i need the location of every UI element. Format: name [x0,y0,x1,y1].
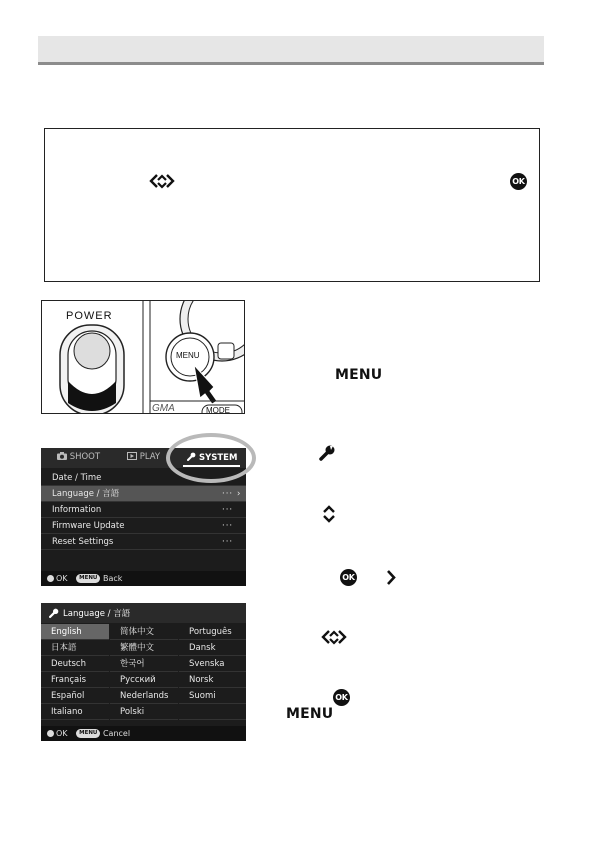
ok-button-icon: OK [510,173,527,190]
language-option[interactable]: 日本語 [41,640,109,656]
four-way-arrows-icon [320,629,348,645]
brand-fragment-label: GMA [152,403,175,414]
footer-back-label: Back [102,574,123,583]
menu-item-value: ··· [222,489,234,499]
language-option[interactable]: Nederlands [110,688,178,704]
camera-icon [57,452,67,460]
language-option[interactable]: Polski [110,704,178,720]
language-title-bar [41,603,246,623]
menu-pill-icon: MENU [76,574,100,583]
tab-system-label: SYSTEM [198,453,238,463]
menu-button-glyph: MENU [335,367,383,383]
menu-item-value: ··· [222,537,234,547]
language-option[interactable]: Norsk [179,672,246,688]
menu-item-label: Language / 言語 [52,489,120,499]
chevron-right-icon: › [237,489,241,499]
ok-button-icon: OK [340,569,357,586]
menu-item-information[interactable] [41,502,246,518]
language-option[interactable]: Français [41,672,109,688]
tab-play[interactable] [127,452,160,462]
four-way-arrows-icon [148,173,176,189]
ok-button-icon: OK [333,689,350,706]
wrench-icon [318,444,336,462]
language-option[interactable]: English [41,624,109,640]
language-option[interactable]: Suomi [179,688,246,704]
ok-dot-icon [47,730,54,737]
language-option[interactable]: 简体中文 [110,624,178,640]
tab-play-label: PLAY [139,452,161,462]
menu-item-value: ··· [222,505,234,515]
language-option[interactable]: Deutsch [41,656,109,672]
language-option[interactable]: Português [179,624,246,640]
camera-mode-button: MODE [206,406,230,415]
up-down-arrows-icon [321,504,337,524]
menu-footer [41,571,246,586]
menu-item-language[interactable] [41,486,246,502]
language-option[interactable]: Italiano [41,704,109,720]
menu-item-label: Date / Time [52,473,102,483]
language-option[interactable]: Русский [110,672,178,688]
chevron-right-icon [385,569,397,586]
language-option[interactable]: 繁體中文 [110,640,178,656]
footer-ok-label: OK [56,729,68,738]
language-footer [41,726,246,741]
camera-menu-button: MENU [176,351,200,360]
menu-button-glyph: MENU [286,706,334,722]
system-tab-highlight-circle [166,433,256,483]
menu-pill-icon: MENU [76,729,100,738]
menu-item-label: Reset Settings [52,537,114,547]
menu-item-label: Information [52,505,102,515]
language-screen [41,603,246,741]
wrench-icon [49,608,59,618]
language-option[interactable]: Dansk [179,640,246,656]
language-screen-title: Language / 言語 [63,609,131,619]
menu-item-reset-settings[interactable] [41,534,246,550]
ok-dot-icon [47,575,54,582]
footer-ok-label: OK [56,574,68,583]
notice-box [44,128,540,282]
tab-shoot[interactable] [57,452,100,462]
language-option [179,704,246,720]
language-option[interactable]: Svenska [179,656,246,672]
menu-item-value: ··· [222,521,234,531]
menu-item-label: Firmware Update [52,521,125,531]
play-icon [127,452,137,460]
menu-item-firmware-update[interactable] [41,518,246,534]
language-option[interactable]: 한국어 [110,656,178,672]
tab-shoot-label: SHOOT [69,452,101,462]
section-header-bar [38,36,544,65]
footer-cancel-label: Cancel [102,729,131,738]
power-label: POWER [66,310,113,322]
language-option[interactable]: Español [41,688,109,704]
